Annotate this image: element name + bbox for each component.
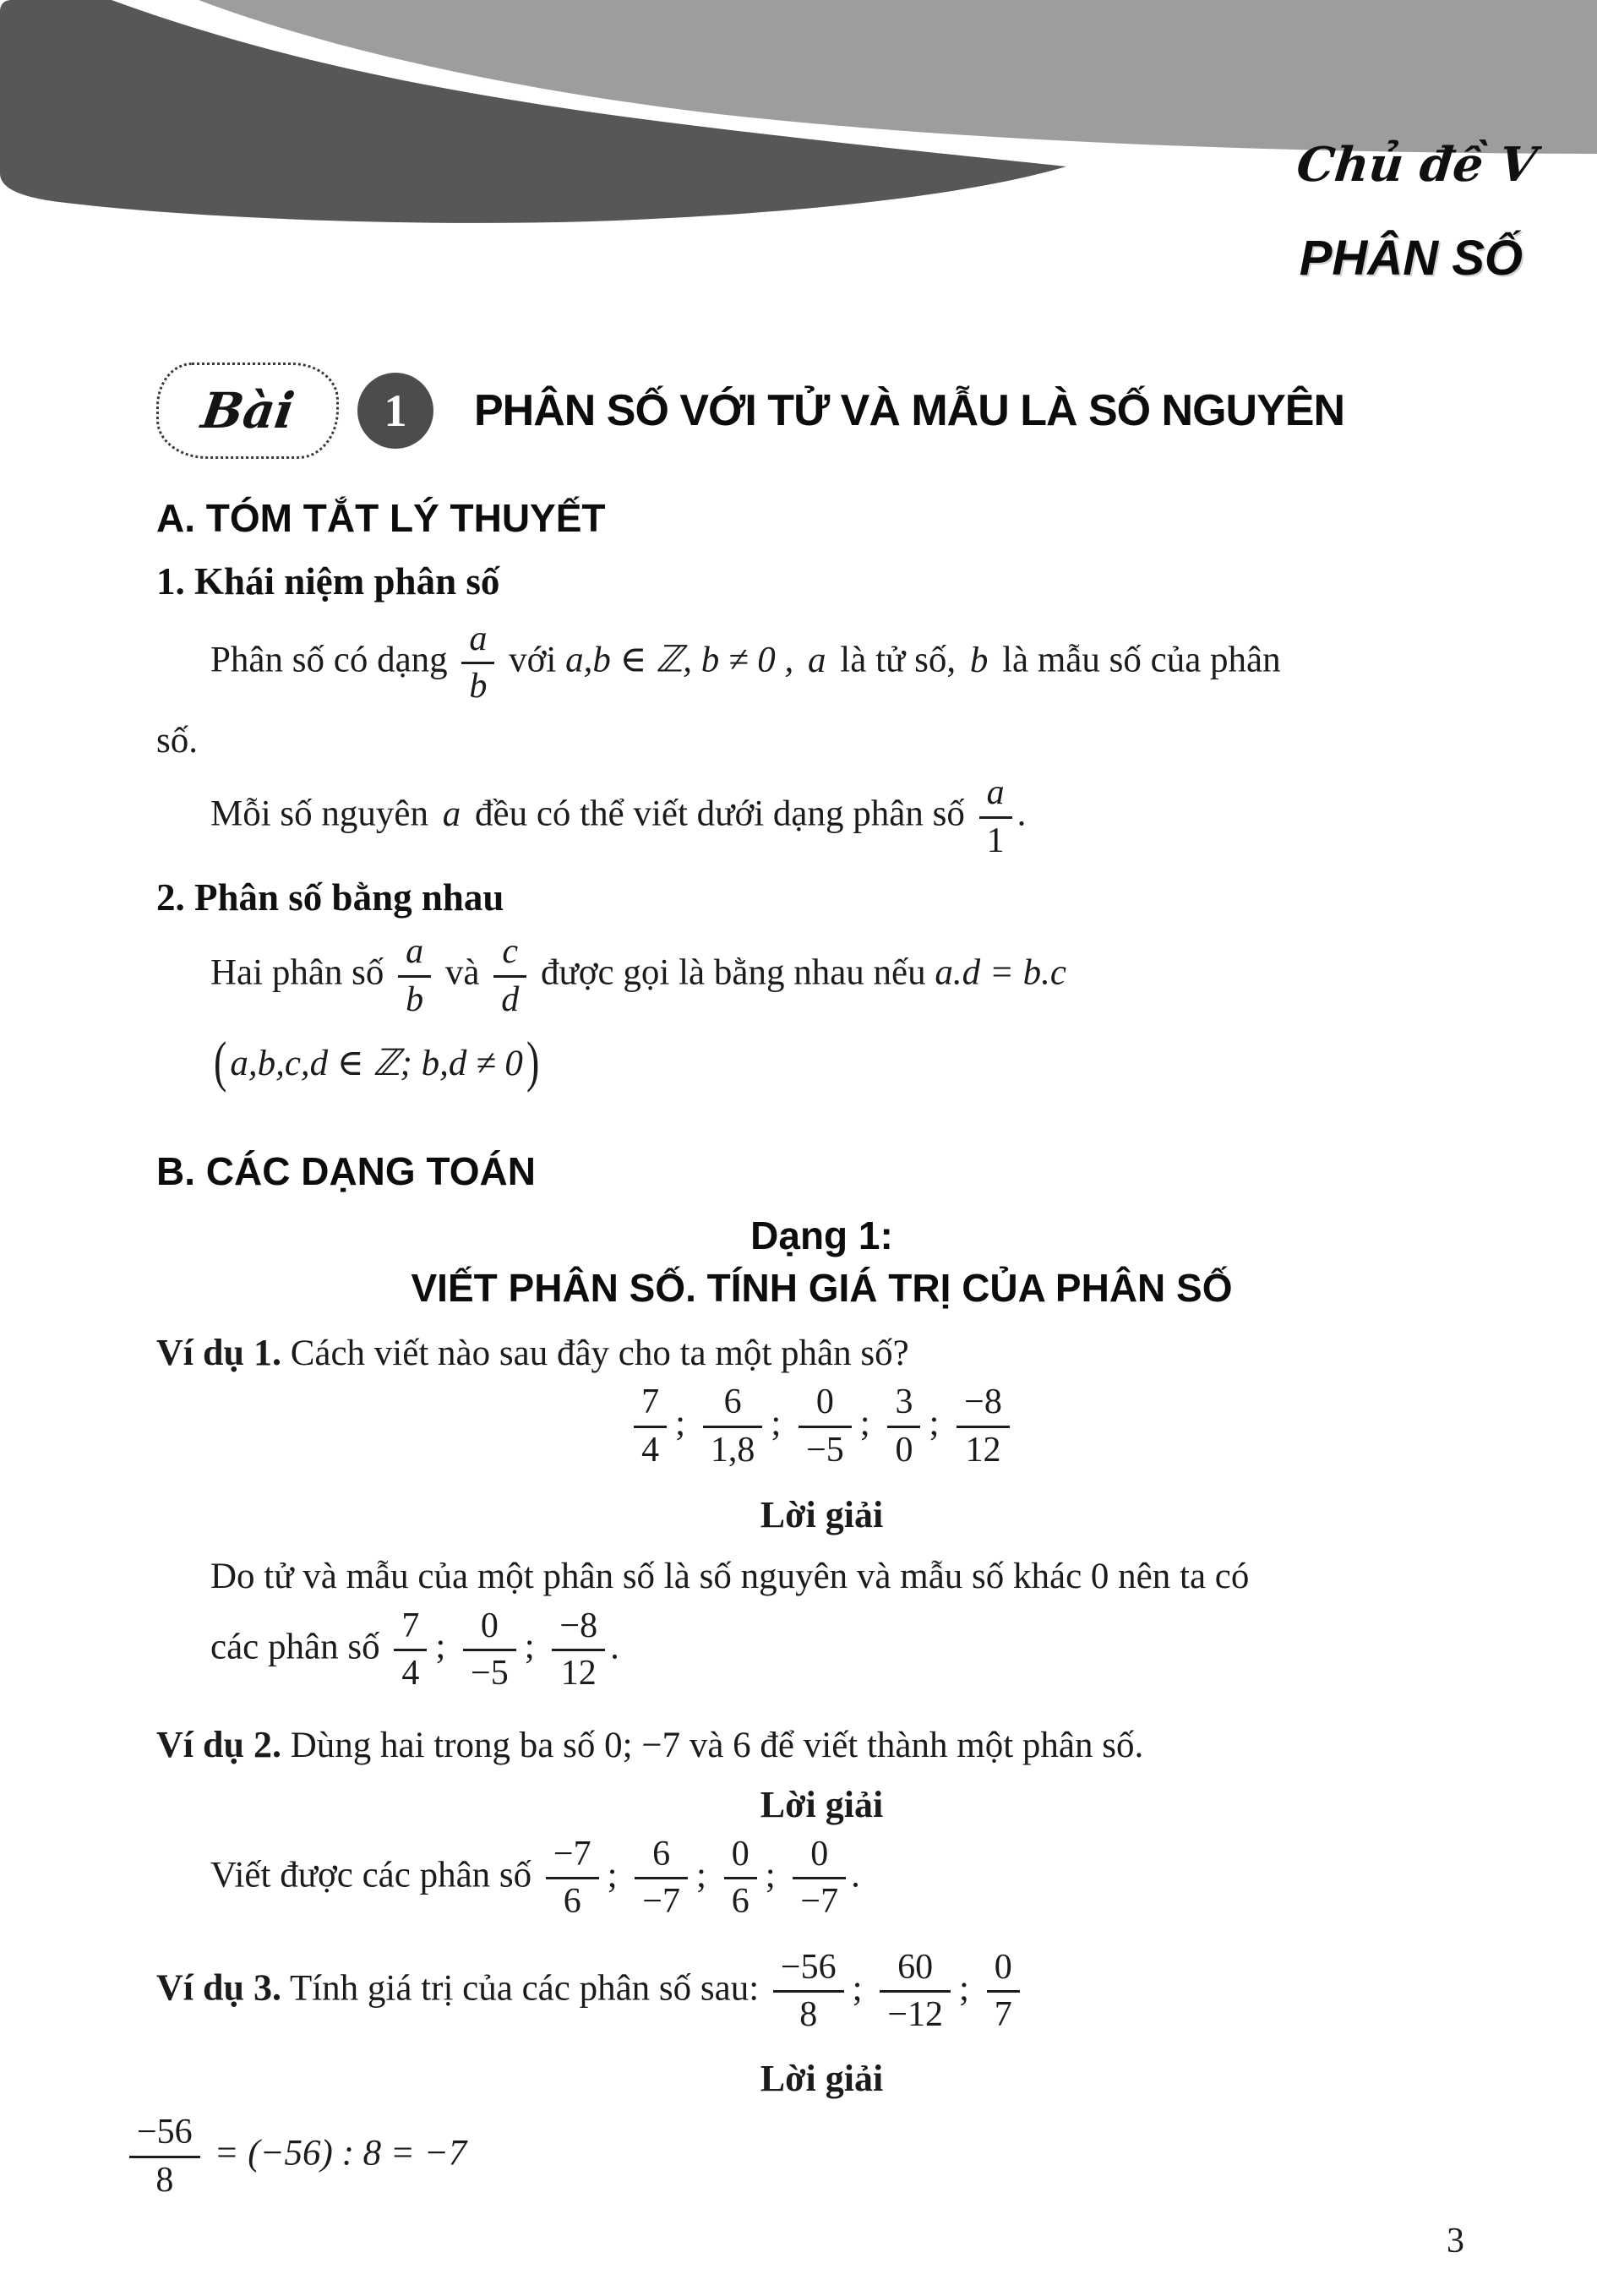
fraction-denominator: 8 — [129, 2156, 200, 2200]
math-condition: a,b,c,d ∈ ℤ; b,d ≠ 0 — [230, 1043, 523, 1083]
fraction — [880, 1949, 951, 2035]
lesson-badge — [156, 363, 339, 459]
example-3-question: Tính giá trị của các phân số sau: — [289, 1968, 760, 2009]
fraction — [546, 1835, 599, 1922]
fraction-numerator: −56 — [137, 2113, 193, 2152]
text-run: là mẫu số của phân — [1002, 640, 1281, 680]
fraction-numerator: c — [502, 932, 519, 972]
example-3-solution — [124, 2113, 1487, 2200]
fraction-numerator: 60 — [897, 1947, 934, 1987]
fraction — [957, 1383, 1010, 1470]
left-paren: ( — [214, 1030, 227, 1093]
period: . — [610, 1627, 619, 1667]
page-number: 3 — [1447, 2222, 1464, 2261]
fraction-numerator: 0 — [480, 1606, 499, 1645]
math-var-b: b — [969, 640, 989, 680]
separator: ; — [765, 1855, 776, 1895]
concept-paragraph-2 — [156, 774, 1487, 860]
fraction-numerator: 0 — [731, 1835, 749, 1874]
text-run: là tử số, — [840, 640, 957, 680]
fraction-denominator: b — [461, 662, 494, 706]
dang-title: VIẾT PHÂN SỐ. TÍNH GIÁ TRỊ CỦA PHÂN SỐ — [411, 1265, 1233, 1310]
math-var-a: a — [808, 640, 826, 680]
fraction — [987, 1949, 1020, 2035]
fraction — [634, 1383, 667, 1470]
separator: ; — [607, 1855, 618, 1895]
text-run: với — [509, 640, 557, 680]
fraction-numerator: −7 — [553, 1835, 591, 1874]
right-paren: ) — [526, 1030, 540, 1093]
lesson-number: 1 — [384, 385, 407, 436]
separator: ; — [695, 1855, 706, 1895]
fraction-a-b — [398, 933, 431, 1019]
fraction-numerator: a — [406, 932, 424, 972]
fraction — [463, 1607, 516, 1693]
fraction-denominator: 4 — [394, 1649, 427, 1693]
fraction-c-d — [493, 933, 526, 1019]
fraction-denominator: −5 — [798, 1426, 852, 1470]
fraction — [793, 1835, 846, 1922]
example-3-label: Ví dụ 3. — [156, 1966, 281, 2009]
separator: ; — [435, 1627, 446, 1667]
fraction-denominator: 7 — [987, 1990, 1020, 2034]
fraction-denominator: −7 — [635, 1877, 688, 1921]
dang-label: Dạng 1: — [750, 1213, 893, 1257]
fraction — [887, 1383, 920, 1470]
separator: ; — [524, 1627, 535, 1667]
fraction — [724, 1835, 757, 1922]
math-run: a,b ∈ ℤ, b ≠ 0 , — [565, 640, 794, 680]
solution-label: Lời giải — [760, 1784, 884, 1826]
solution-label: Lời giải — [760, 1494, 884, 1536]
fraction — [798, 1383, 852, 1470]
fraction-denominator: d — [493, 975, 526, 1019]
section-a-heading: A. TÓM TẮT LÝ THUYẾT — [156, 496, 606, 540]
fraction-numerator: 0 — [810, 1835, 829, 1874]
fraction-denominator: 1,8 — [703, 1426, 763, 1470]
fraction — [703, 1383, 763, 1470]
fraction — [552, 1607, 605, 1693]
separator: ; — [929, 1404, 940, 1444]
fraction — [773, 1949, 844, 2035]
example-3 — [156, 1949, 1487, 2035]
fraction-denominator: 6 — [724, 1877, 757, 1921]
example-2-answer — [156, 1835, 1487, 1922]
period: . — [851, 1855, 860, 1895]
fraction-denominator: 12 — [957, 1426, 1010, 1470]
example-1-label: Ví dụ 1. — [156, 1331, 281, 1373]
equal-heading: 2. Phân số bằng nhau — [156, 876, 504, 919]
lesson-header — [156, 355, 1487, 466]
fraction-denominator: 6 — [546, 1877, 599, 1921]
text-run: các phân số — [210, 1627, 380, 1667]
text-run: Viết được các phân số — [210, 1855, 532, 1895]
math-var-a: a — [442, 794, 461, 835]
concept-paragraph-1 — [156, 620, 1487, 706]
math-run: = (−56) : 8 = −7 — [214, 2134, 467, 2174]
fraction-a-1 — [979, 774, 1012, 860]
page-content — [137, 355, 1487, 2200]
fraction-denominator: −7 — [793, 1877, 846, 1921]
example-2-question: Dùng hai trong ba số 0; −7 và 6 để viết thành một phân số. — [290, 1726, 1144, 1766]
fraction-numerator: 3 — [895, 1383, 913, 1422]
fraction-numerator: 7 — [401, 1606, 420, 1645]
concept-paragraph-1-tail — [156, 720, 1487, 763]
example-1 — [156, 1331, 1487, 1376]
fraction-numerator: −8 — [559, 1606, 598, 1645]
text-run: Phân số có dạng — [210, 640, 448, 680]
fraction-denominator: b — [398, 975, 431, 1019]
fraction-numerator: 6 — [723, 1383, 742, 1422]
fraction-numerator: 0 — [815, 1383, 834, 1422]
text-run: Hai phân số — [210, 952, 384, 993]
fraction-denominator: 1 — [979, 816, 1012, 860]
separator: ; — [852, 1968, 863, 2009]
fraction-denominator: −12 — [880, 1990, 951, 2034]
separator: ; — [959, 1968, 969, 2009]
fraction-denominator: −5 — [463, 1649, 516, 1693]
period: . — [1017, 794, 1027, 835]
fraction-denominator: 8 — [773, 1990, 844, 2034]
fraction-a-b — [461, 620, 494, 706]
lesson-badge-label: Bài — [197, 382, 298, 439]
text-run: đều có thể viết dưới dạng phân số — [475, 794, 965, 835]
separator: ; — [675, 1404, 686, 1444]
fraction-denominator: 12 — [552, 1649, 605, 1693]
fraction-numerator: 6 — [652, 1835, 671, 1874]
example-1-answer — [156, 1607, 1487, 1693]
example-1-question: Cách viết nào sau đây cho ta một phân số? — [290, 1333, 909, 1373]
example-2 — [156, 1723, 1487, 1768]
example-1-fractions — [156, 1383, 1487, 1470]
chapter-title: PHÂN SỐ — [1299, 231, 1523, 286]
text-run: và — [444, 952, 480, 993]
concept-heading: 1. Khái niệm phân số — [156, 560, 500, 603]
fraction — [394, 1607, 427, 1693]
fraction — [635, 1835, 688, 1922]
fraction — [129, 2113, 200, 2200]
fraction-numerator: 0 — [994, 1947, 1012, 1987]
fraction-numerator: −8 — [964, 1383, 1002, 1422]
lesson-number-circle — [357, 373, 433, 449]
equal-condition — [156, 1030, 1487, 1093]
separator: ; — [771, 1404, 782, 1444]
fraction-numerator: −56 — [780, 1947, 837, 1987]
equal-paragraph — [156, 933, 1487, 1019]
fraction-numerator: 7 — [641, 1383, 660, 1422]
lesson-title: PHÂN SỐ VỚI TỬ VÀ MẪU LÀ SỐ NGUYÊN — [474, 386, 1345, 435]
solution-label: Lời giải — [760, 2057, 884, 2099]
section-b-heading: B. CÁC DẠNG TOÁN — [156, 1148, 536, 1193]
text-run: số. — [156, 720, 198, 761]
fraction-denominator: 0 — [887, 1426, 920, 1470]
fraction-numerator: a — [986, 773, 1005, 813]
fraction-numerator: a — [469, 619, 488, 658]
text-run: được gọi là bằng nhau nếu — [541, 952, 926, 993]
chapter-label: Chủ đề V — [1294, 137, 1540, 193]
math-equation: a.d = b.c — [935, 952, 1066, 993]
text-run: Mỗi số nguyên — [210, 794, 428, 835]
fraction-denominator: 4 — [634, 1426, 667, 1470]
example-2-label: Ví dụ 2. — [156, 1724, 281, 1766]
separator: ; — [859, 1404, 870, 1444]
example-1-answer-intro: Do tử và mẫu của một phân số là số nguyên và mẫu số khác 0 nên ta có — [210, 1556, 1250, 1596]
